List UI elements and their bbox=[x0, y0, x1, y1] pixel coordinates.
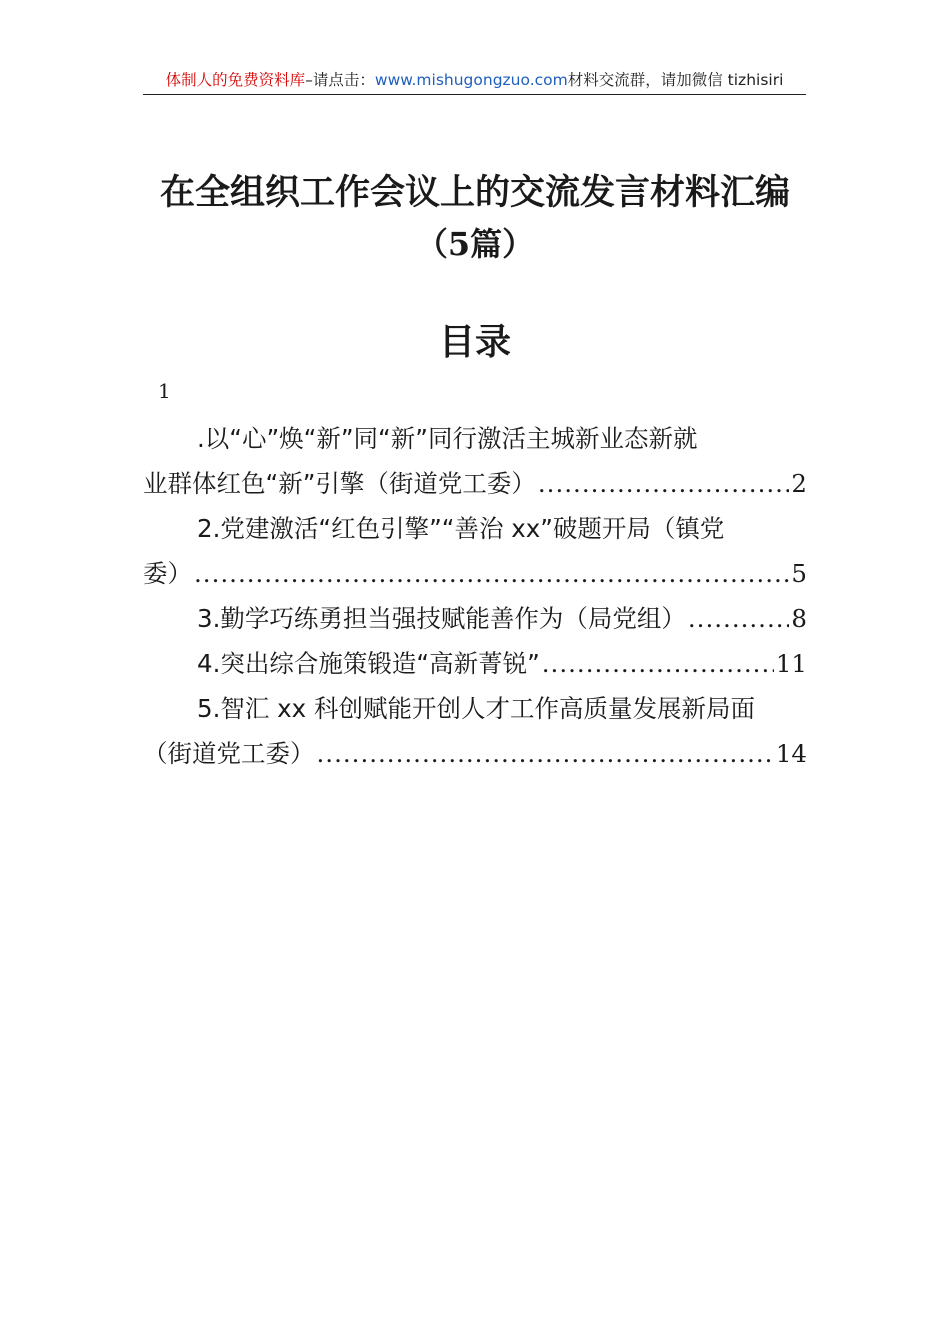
toc-entry-title-line2: 委） bbox=[143, 559, 192, 588]
toc-entry-line[interactable] bbox=[143, 641, 807, 686]
toc-leader-dots bbox=[317, 731, 774, 776]
toc-entry-title-line2: （街道党工委） bbox=[143, 739, 315, 768]
toc-entry-title-line1: 2.党建激活“红色引擎”“善治 xx”破题开局（镇党 bbox=[197, 514, 725, 543]
header-prompt: –请点击： bbox=[305, 71, 375, 89]
document-title: 在全组织工作会议上的交流发言材料汇编 bbox=[159, 172, 790, 213]
toc-page-number: 8 bbox=[791, 604, 807, 633]
toc-leader-dots bbox=[542, 641, 774, 686]
page-header bbox=[143, 66, 806, 95]
header-brand: 体制人的免费资料库 bbox=[165, 71, 306, 89]
toc-heading: 目录 bbox=[438, 321, 511, 363]
toc-entry-title-line1: 3.勤学巧练勇担当强技赋能善作为（局党组） bbox=[197, 604, 686, 633]
toc-page-number: 11 bbox=[775, 649, 807, 678]
header-url-link[interactable]: www.mishugongzuo.com bbox=[374, 71, 568, 89]
header-contact: 材料交流群，请加微信 tizhisiri bbox=[567, 71, 784, 89]
toc-entry-title-line1: 5.智汇 xx 科创赋能开创人才工作高质量发展新局面 bbox=[197, 694, 755, 723]
toc-page-number: 5 bbox=[791, 559, 807, 588]
toc-entry-title-line1: 4.突出综合施策锻造“高新菁锐” bbox=[197, 649, 540, 678]
toc-page-number: 2 bbox=[791, 469, 807, 498]
toc-lead-number: 1 bbox=[158, 379, 171, 403]
toc-entry[interactable] bbox=[143, 686, 807, 731]
toc-entry[interactable] bbox=[143, 506, 807, 551]
toc-page-number: 14 bbox=[775, 739, 807, 768]
table-of-contents bbox=[143, 416, 807, 776]
document-subtitle: （5篇） bbox=[415, 225, 535, 263]
toc-entry-line[interactable] bbox=[143, 461, 807, 506]
toc-leader-dots bbox=[194, 551, 789, 596]
toc-entry[interactable] bbox=[143, 416, 807, 461]
toc-entry-title-line2: 业群体红色“新”引擎（街道党工委） bbox=[143, 469, 536, 498]
toc-leader-dots bbox=[688, 596, 790, 641]
toc-entry-title-line1: .以“心”焕“新”同“新”同行激活主城新业态新就 bbox=[197, 424, 698, 453]
toc-leader-dots bbox=[538, 461, 790, 506]
toc-entry-line[interactable] bbox=[143, 731, 807, 776]
toc-entry-line[interactable] bbox=[143, 596, 807, 641]
toc-entry-line[interactable] bbox=[143, 551, 807, 596]
